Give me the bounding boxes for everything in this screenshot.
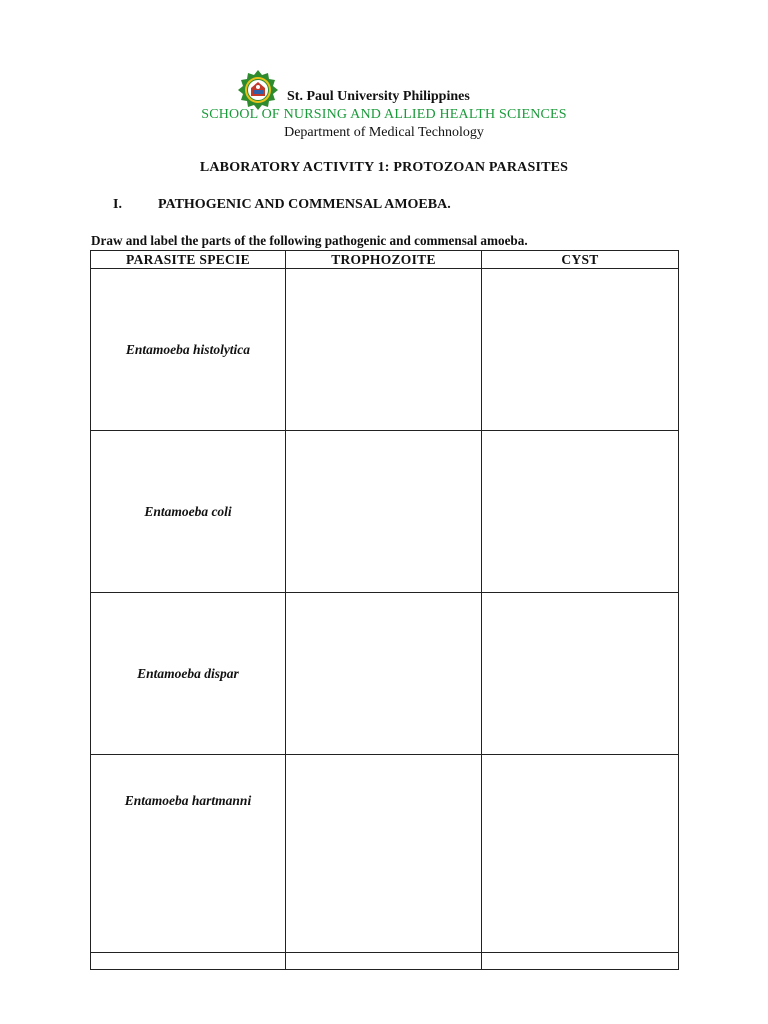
school-name: SCHOOL OF NURSING AND ALLIED HEALTH SCIENCES bbox=[201, 107, 567, 122]
drawing-table bbox=[90, 250, 679, 970]
table-row bbox=[91, 431, 679, 593]
cyst-drawing-cell[interactable] bbox=[482, 269, 679, 431]
species-cell bbox=[91, 953, 286, 970]
university-seal-icon bbox=[236, 70, 280, 110]
cyst-drawing-cell[interactable] bbox=[482, 593, 679, 755]
species-cell: Entamoeba histolytica bbox=[91, 269, 286, 431]
cyst-drawing-cell[interactable] bbox=[482, 755, 679, 953]
department-name: Department of Medical Technology bbox=[284, 125, 484, 140]
trophozoite-drawing-cell[interactable] bbox=[286, 431, 482, 593]
column-header-cyst: CYST bbox=[482, 251, 679, 269]
trophozoite-drawing-cell[interactable] bbox=[286, 269, 482, 431]
table-row bbox=[91, 755, 679, 953]
species-cell: Entamoeba dispar bbox=[91, 593, 286, 755]
cyst-drawing-cell[interactable] bbox=[482, 431, 679, 593]
trophozoite-drawing-cell[interactable] bbox=[286, 953, 482, 970]
cyst-drawing-cell[interactable] bbox=[482, 953, 679, 970]
university-name: St. Paul University Philippines bbox=[287, 89, 470, 104]
trophozoite-drawing-cell[interactable] bbox=[286, 593, 482, 755]
instruction-text: Draw and label the parts of the following pathogenic and commensal amoeba. bbox=[91, 233, 528, 248]
table-row bbox=[91, 953, 679, 970]
table-row bbox=[91, 269, 679, 431]
section-number: I. bbox=[113, 197, 122, 212]
species-cell: Entamoeba coli bbox=[91, 431, 286, 593]
column-header-trophozoite: TROPHOZOITE bbox=[286, 251, 482, 269]
section-title: PATHOGENIC AND COMMENSAL AMOEBA. bbox=[158, 197, 451, 212]
activity-title: LABORATORY ACTIVITY 1: PROTOZOAN PARASITES bbox=[199, 160, 569, 175]
column-header-parasite-specie: PARASITE SPECIE bbox=[91, 251, 286, 269]
table-row bbox=[91, 593, 679, 755]
trophozoite-drawing-cell[interactable] bbox=[286, 755, 482, 953]
species-cell: Entamoeba hartmanni bbox=[91, 755, 286, 953]
table-header-row bbox=[91, 251, 679, 269]
